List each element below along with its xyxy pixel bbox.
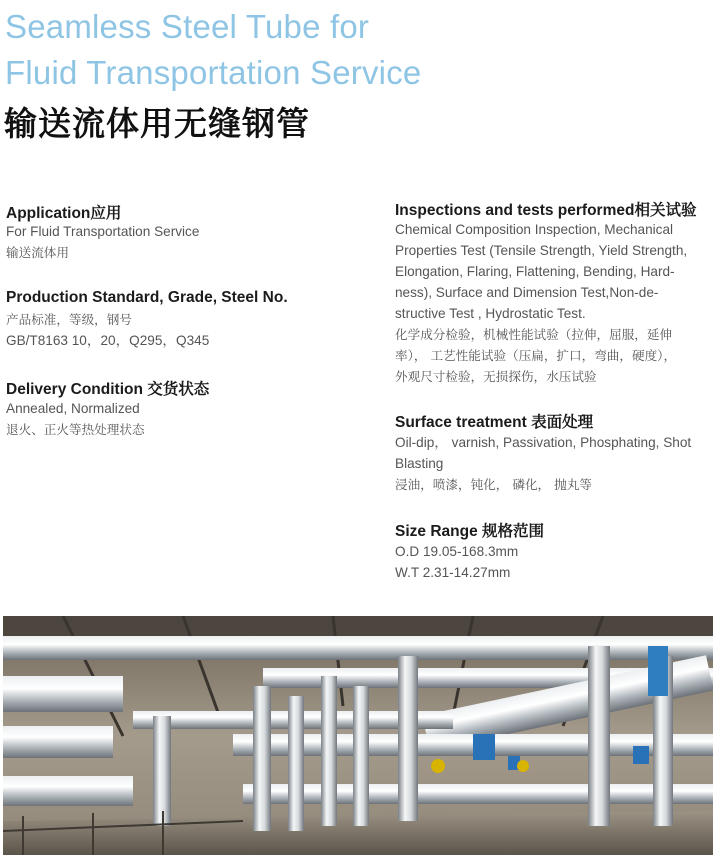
title-english-line2: Fluid Transportation Service: [5, 54, 422, 91]
inspections-heading: Inspections and tests performed相关试验: [395, 202, 697, 219]
inspections-line: Properties Test (Tensile Strength, Yield Strength,: [395, 243, 688, 258]
standard-line-zh: 产品标准，等级，钢号: [6, 312, 132, 327]
delivery-line-zh: 退火、正火等热处理状态: [6, 422, 145, 437]
delivery-line-en: Annealed, Normalized: [6, 401, 140, 416]
title-english: [5, 4, 421, 96]
surface-line-zh: 浸油，喷漆，钝化， 磷化， 抛丸等: [395, 477, 592, 492]
size-heading: Size Range 规格范围: [395, 523, 544, 540]
application-line-en: For Fluid Transportation Service: [6, 224, 200, 239]
inspections-line-zh: 化学成分检验，机械性能试验（拉伸，屈服，延伸: [395, 327, 673, 342]
application-line-zh: 输送流体用: [6, 245, 69, 260]
surface-line: Oil-dip， varnish, Passivation, Phosphating, Shot: [395, 435, 692, 450]
inspections-line: structive Test , Hydrostatic Test.: [395, 306, 586, 321]
standard-line-grades: GB/T8163 10，20，Q295，Q345: [6, 333, 210, 348]
size-wt-line: W.T 2.31-14.27mm: [395, 565, 511, 580]
title-english-line1: Seamless Steel Tube for: [5, 8, 370, 45]
inspections-line-zh: 外观尺寸检验，无损探伤，水压试验: [395, 369, 597, 384]
application-heading: Application应用: [6, 205, 122, 222]
surface-line: Blasting: [395, 456, 444, 471]
surface-heading: Surface treatment 表面处理: [395, 414, 594, 431]
pipeline-photo: [3, 616, 713, 855]
delivery-heading: Delivery Condition 交货状态: [6, 381, 210, 398]
title-chinese: 输送流体用无缝钢管: [4, 104, 310, 143]
inspections-line: Elongation, Flaring, Flattening, Bending, Hard-: [395, 264, 675, 279]
size-od-line: O.D 19.05-168.3mm: [395, 544, 519, 559]
inspections-line: Chemical Composition Inspection, Mechanical: [395, 222, 674, 237]
standard-heading: Production Standard, Grade, Steel No.: [6, 289, 288, 306]
inspections-line-zh: 率）， 工艺性能试验（压扁，扩口，弯曲，硬度），: [395, 348, 677, 363]
inspections-line: ness), Surface and Dimension Test,Non-de-: [395, 285, 659, 300]
